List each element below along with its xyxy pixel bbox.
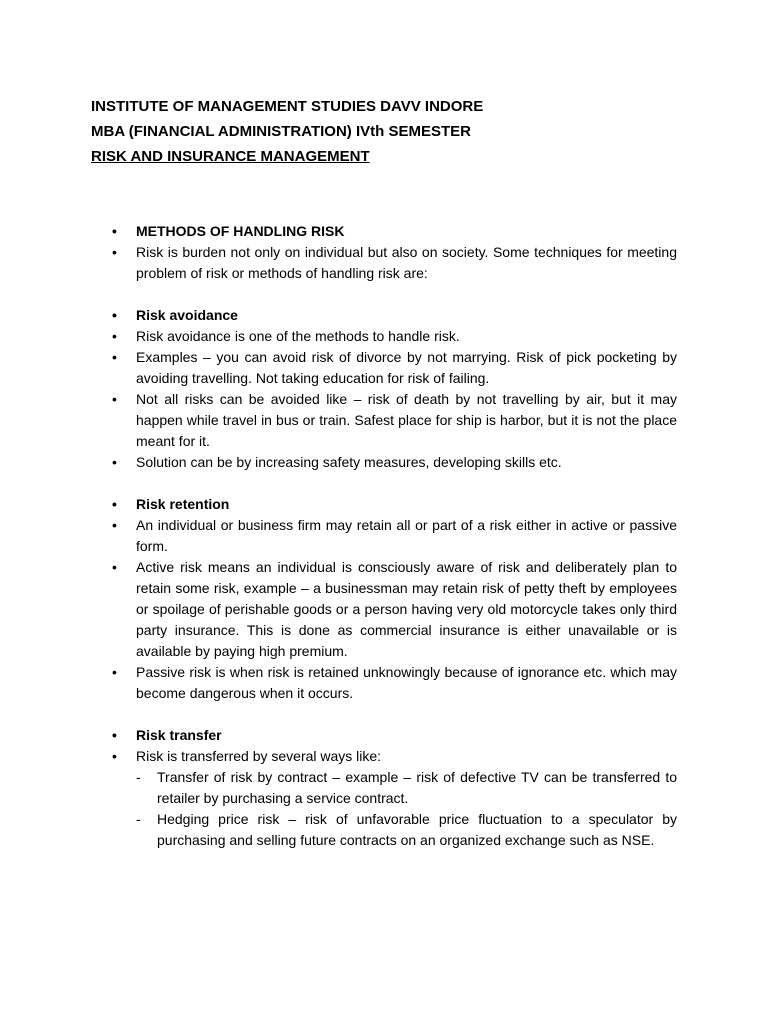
list-item <box>112 515 677 557</box>
list-item-text: Examples – you can avoid risk of divorce by not marrying. Risk of pick pocketing by avoiding travelling. Not taking education for risk of failing. <box>136 349 677 386</box>
dash-icon: - <box>136 769 141 785</box>
heading-text: Risk avoidance <box>136 307 238 323</box>
list-item-text: Risk is burden not only on individual but also on society. Some techniques for meeting problem of risk or methods of handling risk are: <box>136 244 677 281</box>
bullet-icon: • <box>112 559 117 575</box>
bullet-icon: • <box>112 244 117 260</box>
bullet-icon: • <box>112 328 117 344</box>
bullet-icon: • <box>112 307 117 323</box>
list-item <box>112 326 677 347</box>
sub-list-item <box>112 809 677 851</box>
list-item <box>112 242 677 284</box>
bullet-icon: • <box>112 496 117 512</box>
sub-list-item <box>112 767 677 809</box>
list-item-text: Risk avoidance is one of the methods to handle risk. <box>136 328 460 344</box>
heading-text: METHODS OF HANDLING RISK <box>136 223 345 239</box>
sub-list-item-text: Transfer of risk by contract – example – risk of defective TV can be transferred to retailer by purchasing a service contract. <box>157 769 677 806</box>
list-item-text: Solution can be by increasing safety measures, developing skills etc. <box>136 454 562 470</box>
program-title: MBA (FINANCIAL ADMINISTRATION) IVth SEMESTER <box>91 123 471 140</box>
heading-text: Risk retention <box>136 496 230 512</box>
section-heading-transfer <box>112 725 677 746</box>
bullet-icon: • <box>112 664 117 680</box>
list-item <box>112 347 677 389</box>
course-title: RISK AND INSURANCE MANAGEMENT <box>91 148 370 165</box>
section-heading-methods <box>112 221 677 242</box>
list-item-text: Passive risk is when risk is retained unknowingly because of ignorance etc. which may become dangerous when it occurs. <box>136 664 677 701</box>
document-body <box>112 221 677 851</box>
bullet-icon: • <box>112 748 117 764</box>
dash-icon: - <box>136 811 141 827</box>
list-item-text: An individual or business firm may retain all or part of a risk either in active or passive form. <box>136 517 677 554</box>
list-item <box>112 746 677 767</box>
bullet-icon: • <box>112 517 117 533</box>
list-item <box>112 662 677 704</box>
sub-list-item-text: Hedging price risk – risk of unfavorable price fluctuation to a speculator by purchasing and selling future contracts on an organized exchange such as NSE. <box>157 811 677 848</box>
document-header <box>91 94 483 169</box>
list-item-text: Risk is transferred by several ways like: <box>136 748 382 764</box>
section-heading-retention <box>112 494 677 515</box>
bullet-icon: • <box>112 727 117 743</box>
section-heading-avoidance <box>112 305 677 326</box>
institute-title: INSTITUTE OF MANAGEMENT STUDIES DAVV INDORE <box>91 98 484 115</box>
list-item <box>112 389 677 452</box>
bullet-icon: • <box>112 391 117 407</box>
list-item-text: Active risk means an individual is consciously aware of risk and deliberately plan to retain some risk, example – a businessman may retain risk of petty theft by employees or spoilage of perishable goods or a person having very old motorcycle takes only third party insurance. This is done as commercial insurance is either unavailable or is available by paying high premium. <box>136 559 677 659</box>
heading-text: Risk transfer <box>136 727 222 743</box>
list-item <box>112 452 677 473</box>
list-item <box>112 557 677 662</box>
list-item-text: Not all risks can be avoided like – risk of death by not travelling by air, but it may happen while travel in bus or train. Safest place for ship is harbor, but it is not the place meant for it. <box>136 391 677 449</box>
bullet-icon: • <box>112 349 117 365</box>
bullet-icon: • <box>112 223 117 239</box>
bullet-icon: • <box>112 454 117 470</box>
